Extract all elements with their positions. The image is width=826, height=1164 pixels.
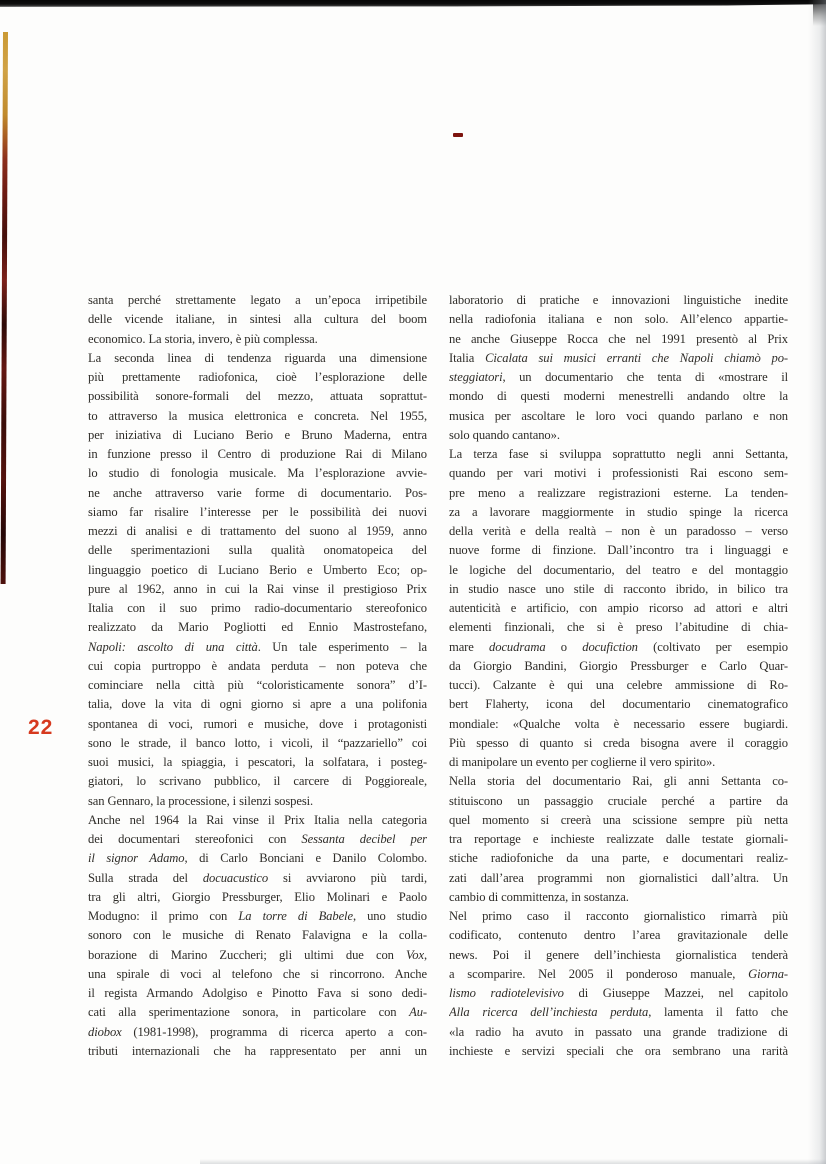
text-line: siamo far risalire l’interesse per le possibilità dei nuovi <box>88 504 427 519</box>
text-line: mondo di questi moderni menestrelli andando oltre la <box>449 389 788 404</box>
text-line: codificato, contenuto dentro l’area gravitazionale delle <box>449 928 788 943</box>
text-line: La seconda linea di tendenza riguarda una dimensione <box>88 350 427 365</box>
text-line: autenticità e artificio, con ampio ricorso ad attori e altri <box>449 601 788 615</box>
text-line: da Giorgio Bandini, Giorgio Pressburger e Carlo Quar- <box>449 658 788 673</box>
text-line: di manipolare un evento per coglierne il vero spirito». <box>449 755 716 769</box>
text-line: tucci). Calzante è qui una celebre ammissione di Ro- <box>449 678 788 692</box>
text-line: laboratorio di pratiche e innovazioni linguistiche inedite <box>449 293 788 307</box>
text-line: suoi musici, la spiaggia, i pescatori, la solfatara, i posteg- <box>88 755 427 769</box>
text-line: nella radiofonia italiana e non solo. All’elenco appartie- <box>449 312 788 327</box>
text-line: il signor Adamo, di Carlo Bonciani e Danilo Colombo. <box>88 851 427 866</box>
text-line: cominciare nella città più “coloristicamente sonora” d’I- <box>88 678 427 692</box>
text-line: solo quando cantano». <box>449 427 560 442</box>
text-line: sono le strade, il banco lotto, i vicoli, il “pazzariello” coi <box>88 735 427 750</box>
text-line: talia, dove la vita di ogni giorno si apre a una polifonia <box>88 697 427 712</box>
text-line: bert Flaherty, icona del documentario cinematografico <box>449 697 788 712</box>
text-line: Alla ricerca dell’inchiesta perduta, lamenta il fatto che <box>449 1005 788 1020</box>
text-line: possibilità sonore-formali del mezzo, attuata soprattut- <box>88 389 427 404</box>
text-line: realizzato da Mario Pogliotti ed Ennio Mastrostefano, <box>88 620 427 635</box>
text-line: za a lavorare maggiormente in studio spinge la ricerca <box>449 504 788 519</box>
text-line: giatori, lo scrivano pubblico, il carcere di Poggioreale, <box>88 774 427 789</box>
text-line: Più spesso di quanto si creda bisogna avere il coraggio <box>449 735 788 750</box>
text-line: delle sperimentazioni sulla qualità onomatopeica del <box>88 543 427 558</box>
text-line: Nel primo caso il racconto giornalistico rimarrà più <box>449 909 788 923</box>
text-line: Anche nel 1964 la Rai vinse il Prix Italia nella categoria <box>88 812 427 827</box>
text-line: quando per vari motivi i professionisti Rai escono sem- <box>449 466 788 481</box>
text-line: mondiale: «Qualche volta è necessario essere bugiardi. <box>449 716 788 731</box>
text-line: diobox (1981-1998), programma di ricerca aperto a con- <box>88 1024 427 1039</box>
text-line: economico. La storia, invero, è più complessa. <box>88 331 318 346</box>
text-line: in studio nasce uno stile di racconto ibrido, in bilico tra <box>449 581 788 596</box>
text-line: ne anche attraverso varie forme di documentario. Pos- <box>88 485 427 500</box>
text-line: a scomparire. Nel 2005 il ponderoso manuale, Giorna- <box>449 966 788 981</box>
text-line: le logiche del documentario, del teatro e del montaggio <box>449 562 788 577</box>
text-line: santa perché strettamente legato a un’epoca irripetibile <box>88 293 427 307</box>
text-line: mezzi di analisi e di trattamento del suono al 1959, anno <box>88 524 427 538</box>
text-line: borazione di Marino Zuccheri; gli ultimi due con Vox, <box>88 947 427 962</box>
text-line: Sulla strada del docuacustico si avviarono più tardi, <box>88 870 427 885</box>
text-line: quel momento si creerà una scissione sempre più netta <box>449 812 788 827</box>
text-line: La terza fase si sviluppa soprattutto negli anni Settanta, <box>449 447 788 461</box>
text-line: nuove forme di finzione. Dall’incontro tra i linguaggi e <box>449 543 788 558</box>
text-line: dei documentari stereofonici con Sessanta decibel per <box>88 832 427 846</box>
text-line: tributi internazionali che ha rappresentato per anni un <box>88 1043 427 1058</box>
right-column <box>449 291 788 1061</box>
text-line: spontanea di voci, rumori e musiche, dove i protagonisti <box>88 716 427 731</box>
text-line: linguaggio poetico di Luciano Berio e Umberto Eco; op- <box>88 562 427 577</box>
spine-color-stripe <box>1 32 8 584</box>
left-column <box>88 291 427 1061</box>
text-line: musica per ascoltare le loro voci quando parlano e non <box>449 408 788 423</box>
text-line: Italia con il suo primo radio-documentario stereofonico <box>88 601 427 615</box>
page-edge-shadow-right <box>808 0 826 1164</box>
page-number: 22 <box>28 716 54 739</box>
text-line: news. Poi il genere dell’inchiesta giornalistica tenderà <box>449 947 788 962</box>
text-line: delle vicende italiane, in sintesi alla cultura del boom <box>88 312 427 327</box>
text-line: zati dall’area programmi non giornalistici dall’altra. Un <box>449 870 788 885</box>
text-line: lismo radiotelevisivo di Giuseppe Mazzei, nel capitolo <box>449 986 788 1000</box>
text-line: Napoli: ascolto di una città. Un tale esperimento – la <box>88 639 427 654</box>
text-line: to attraverso la musica elettronica e concreta. Nel 1955, <box>88 408 427 423</box>
text-columns <box>88 291 788 1061</box>
text-line: cati alla sperimentazione sonora, in particolare con Au- <box>88 1005 427 1020</box>
text-line: Italia Cicalata sui musici erranti che Napoli chiamò po- <box>449 350 788 365</box>
text-line: stiche radiofoniche da una parte, e documentari realiz- <box>449 851 788 866</box>
red-dash-mark <box>453 133 463 137</box>
text-line: il regista Armando Adolgiso e Pinotto Fava si sono dedi- <box>88 986 427 1000</box>
text-line: lo studio di fonologia musicale. Ma l’esplorazione avvie- <box>88 466 427 481</box>
text-line: più prettamente radiofonica, cioè l’esplorazione delle <box>88 370 427 384</box>
scan-top-bar <box>0 0 826 7</box>
text-line: san Gennaro, la processione, i silenzi sospesi. <box>88 793 314 808</box>
text-line: tra reportage e inchieste realizzate dalle testate giornali- <box>449 832 788 846</box>
text-line: cui copia purtroppo è andata perduta – non poteva che <box>88 658 427 673</box>
text-line: cambio di committenza, in sostanza. <box>449 889 629 904</box>
text-line: ne anche Giuseppe Rocca che nel 1991 presentò al Prix <box>449 331 788 346</box>
text-line: per iniziativa di Luciano Berio e Bruno Maderna, entra <box>88 427 427 442</box>
text-line: mare docudrama o docufiction (coltivato per esempio <box>449 639 788 654</box>
text-line: stituiscono un passaggio cruciale perché a partire da <box>449 793 788 808</box>
text-line: della verità e della realtà – non è un paradosso – verso <box>449 524 788 538</box>
text-line: in funzione presso il Centro di produzione Rai di Milano <box>88 447 427 461</box>
text-line: steggiatori, un documentario che tenta di «mostrare il <box>449 370 788 384</box>
text-line: elementi finzionali, che si è preso l’abitudine di chia- <box>449 620 788 635</box>
text-line: pure al 1962, anno in cui la Rai vinse il prestigioso Prix <box>88 581 427 596</box>
text-line: sonoro con le musiche di Renato Falavigna e la colla- <box>88 928 427 943</box>
text-line: tra gli altri, Giorgio Pressburger, Elio Molinari e Paolo <box>88 889 427 904</box>
page-edge-shadow-bottom <box>200 1159 826 1164</box>
text-line: una spirale di voci al telefono che si rincorrono. Anche <box>88 966 427 981</box>
text-line: inchieste e servizi speciali che ora sembrano una rarità <box>449 1043 788 1058</box>
text-line: Nella storia del documentario Rai, gli anni Settanta co- <box>449 774 788 789</box>
text-line: Modugno: il primo con La torre di Babele, uno studio <box>88 909 427 923</box>
text-line: pre meno a realizzare registrazioni esterne. La tenden- <box>449 485 788 500</box>
text-line: «la radio ha avuto in passato una grande tradizione di <box>449 1024 788 1039</box>
